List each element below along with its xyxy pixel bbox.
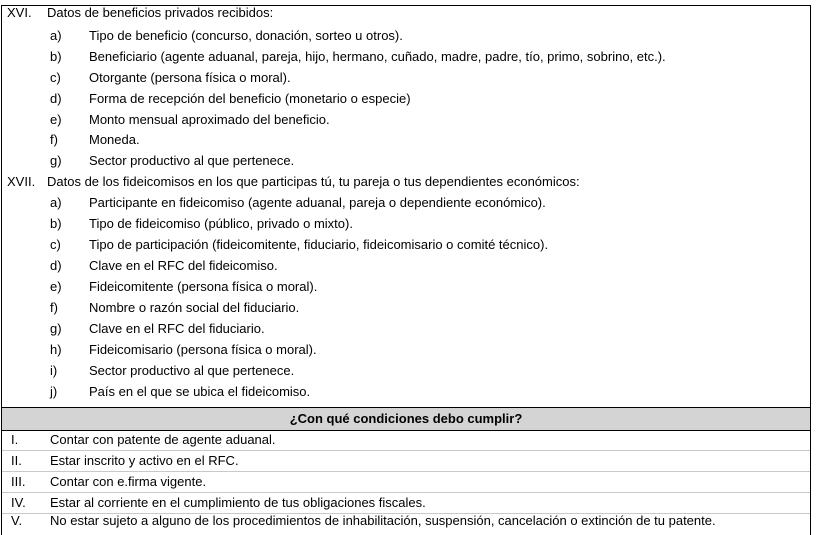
item-letter: d) — [50, 258, 62, 273]
item-letter: a) — [50, 195, 62, 210]
item-letter: j) — [50, 384, 58, 399]
item-letter: g) — [50, 321, 62, 336]
condition-number: I. — [11, 432, 19, 447]
item-letter: b) — [50, 49, 62, 64]
item-letter: d) — [50, 91, 62, 106]
item-text: País en el que se ubica el fideicomiso. — [89, 384, 311, 399]
item-text: Fideicomitente (persona física o moral). — [89, 279, 318, 294]
item-letter: i) — [50, 363, 58, 378]
condition-number: IV. — [11, 495, 26, 510]
condition-text: No estar sujeto a alguno de los procedimientos de inhabilitación, suspensión, cancelación o extinción de tu patente. — [50, 513, 716, 528]
condition-number: II. — [11, 453, 22, 468]
section-number: XVI. — [7, 5, 32, 20]
condition-number: III. — [11, 474, 26, 489]
item-text: Beneficiario (agente aduanal, pareja, hijo, hermano, cuñado, madre, padre, tío, primo, sobrino, etc.). — [89, 49, 666, 64]
item-letter: f) — [50, 132, 58, 147]
item-text: Moneda. — [89, 132, 140, 147]
item-text: Sector productivo al que pertenece. — [89, 363, 295, 378]
item-text: Sector productivo al que pertenece. — [89, 153, 295, 168]
condition-text: Contar con patente de agente aduanal. — [50, 432, 276, 447]
condition-number: V. — [11, 513, 23, 528]
item-text: Participante en fideicomiso (agente aduanal, pareja o dependiente económico). — [89, 195, 546, 210]
item-text: Tipo de beneficio (concurso, donación, sorteo u otros). — [89, 28, 403, 43]
section-title: Datos de beneficios privados recibidos: — [47, 5, 274, 20]
condition-text: Estar al corriente en el cumplimiento de tus obligaciones fiscales. — [50, 495, 426, 510]
section-title: Datos de los fideicomisos en los que participas tú, tu pareja o tus dependientes económicos: — [47, 174, 580, 189]
item-letter: c) — [50, 237, 61, 252]
condition-text: Estar inscrito y activo en el RFC. — [50, 453, 239, 468]
item-letter: e) — [50, 279, 62, 294]
item-letter: f) — [50, 300, 58, 315]
conditions-heading: ¿Con qué condiciones debo cumplir? — [2, 407, 810, 431]
item-text: Monto mensual aproximado del beneficio. — [89, 112, 330, 127]
item-letter: g) — [50, 153, 62, 168]
item-text: Nombre o razón social del fiduciario. — [89, 300, 300, 315]
item-letter: b) — [50, 216, 62, 231]
item-letter: c) — [50, 70, 61, 85]
item-text: Clave en el RFC del fideicomiso. — [89, 258, 278, 273]
item-letter: e) — [50, 112, 62, 127]
condition-text: Contar con e.firma vigente. — [50, 474, 207, 489]
item-text: Forma de recepción del beneficio (monetario o especie) — [89, 91, 411, 106]
item-text: Tipo de fideicomiso (público, privado o mixto). — [89, 216, 353, 231]
item-text: Tipo de participación (fideicomitente, fiduciario, fideicomisario o comité técnico). — [89, 237, 549, 252]
item-text: Clave en el RFC del fiduciario. — [89, 321, 265, 336]
requirements-table — [1, 5, 811, 535]
item-text: Fideicomisario (persona física o moral). — [89, 342, 317, 357]
item-text: Otorgante (persona física o moral). — [89, 70, 291, 85]
item-letter: h) — [50, 342, 62, 357]
item-letter: a) — [50, 28, 62, 43]
section-number: XVII. — [7, 174, 36, 189]
